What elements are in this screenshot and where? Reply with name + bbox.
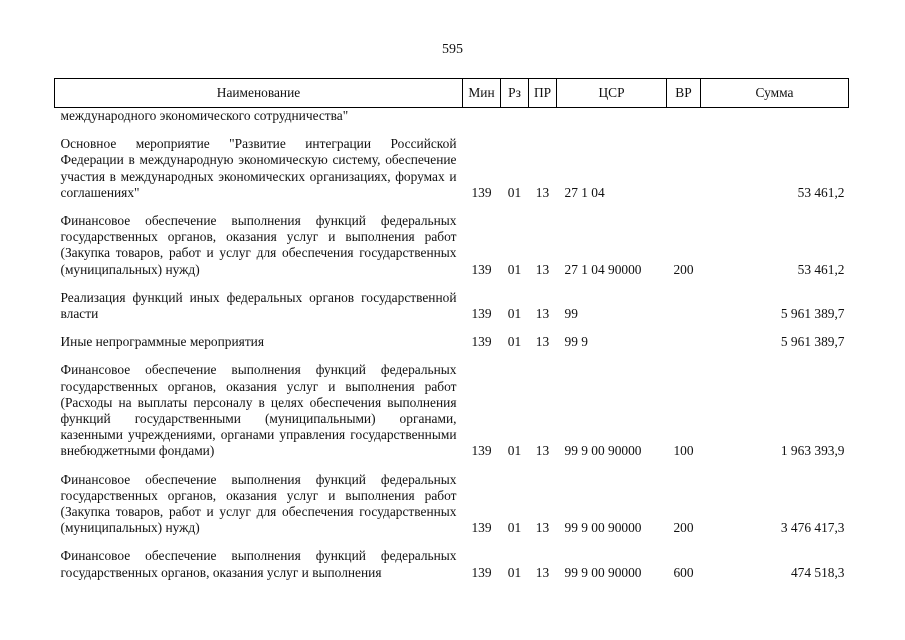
row-name: Финансовое обеспечение выполнения функций федеральных государственных органов, оказания услуг и выполнения	[60, 548, 457, 580]
row-csr: 99	[564, 306, 578, 322]
row-min: 139	[471, 261, 492, 277]
row-sum: 5 961 389,7	[780, 306, 845, 322]
row-pr: 13	[535, 443, 550, 459]
header-sum: Сумма	[701, 79, 849, 108]
row-sum: 474 518,3	[790, 564, 845, 580]
table-row	[55, 278, 849, 322]
row-name: Реализация функций иных федеральных органов государственной власти	[60, 289, 457, 322]
row-vr	[667, 108, 701, 125]
header-name: Наименование	[55, 79, 463, 108]
row-sum: 53 461,2	[797, 261, 845, 277]
row-csr: 27 1 04	[564, 184, 605, 200]
row-pr: 13	[535, 184, 550, 200]
row-name: Финансовое обеспечение выполнения функций федеральных государственных органов, оказания услуг и выполнения работ (Закупка товаров, работ и услуг для обеспечения государственных (муниципальных) нужд)	[60, 213, 457, 277]
row-pr: 13	[535, 520, 550, 536]
row-rz	[501, 108, 529, 125]
header-rz: Рз	[501, 79, 529, 108]
row-rz: 01	[507, 443, 522, 459]
row-name: Финансовое обеспечение выполнения функций федеральных государственных органов, оказания услуг и выполнения работ (Расходы на выплаты персоналу в целях обеспечения выполнения функций государственными (муниципальными) органами, казенными учреждениями, органами управления государственными внебюджетными фондами)	[60, 362, 457, 459]
row-csr: 99 9	[564, 334, 588, 350]
row-vr: 600	[673, 564, 694, 580]
row-min: 139	[471, 443, 492, 459]
row-min: 139	[471, 184, 492, 200]
header-pr: ПР	[529, 79, 557, 108]
row-csr	[557, 108, 667, 125]
row-csr: 99 9 00 90000	[564, 564, 642, 580]
table-row	[55, 460, 849, 537]
row-vr	[667, 278, 701, 322]
row-pr: 13	[535, 564, 550, 580]
header-vr: ВР	[667, 79, 701, 108]
row-min: 139	[471, 334, 492, 350]
row-min: 139	[471, 306, 492, 322]
row-min: 139	[471, 564, 492, 580]
row-pr: 13	[535, 334, 550, 350]
table-row	[55, 350, 849, 459]
table-row	[55, 124, 849, 201]
row-vr: 200	[673, 520, 694, 536]
table-row	[55, 322, 849, 350]
row-min	[463, 108, 501, 125]
row-vr: 100	[673, 443, 694, 459]
row-csr: 99 9 00 90000	[564, 520, 642, 536]
row-pr: 13	[535, 261, 550, 277]
row-csr: 27 1 04 90000	[564, 261, 642, 277]
row-sum	[701, 108, 849, 125]
row-rz: 01	[507, 306, 522, 322]
budget-table	[54, 78, 849, 581]
row-rz: 01	[507, 184, 522, 200]
table-row	[55, 536, 849, 580]
row-vr: 200	[673, 261, 694, 277]
page-number: 595	[442, 42, 463, 57]
row-vr	[667, 322, 701, 350]
row-pr	[529, 108, 557, 125]
row-name: Иные непрограммные мероприятия	[60, 334, 264, 350]
row-min: 139	[471, 520, 492, 536]
table-header-row	[55, 79, 849, 108]
row-sum: 1 963 393,9	[780, 443, 845, 459]
row-name: международного экономического сотрудничества"	[60, 108, 349, 123]
row-sum: 3 476 417,3	[780, 520, 845, 536]
row-sum: 53 461,2	[797, 184, 845, 200]
row-vr	[667, 124, 701, 201]
row-rz: 01	[507, 520, 522, 536]
row-rz: 01	[507, 261, 522, 277]
row-name: Основное мероприятие "Развитие интеграции Российской Федерации в международную экономическую систему, обеспечение участия в международных экономических организациях, форумах и соглашениях"	[60, 136, 457, 200]
row-pr: 13	[535, 306, 550, 322]
row-rz: 01	[507, 564, 522, 580]
row-csr: 99 9 00 90000	[564, 443, 642, 459]
header-csr: ЦСР	[557, 79, 667, 108]
row-rz: 01	[507, 334, 522, 350]
row-name: Финансовое обеспечение выполнения функций федеральных государственных органов, оказания услуг и выполнения работ (Закупка товаров, работ и услуг для обеспечения государственных (муниципальных) нужд)	[60, 471, 457, 536]
header-min: Мин	[463, 79, 501, 108]
row-sum: 5 961 389,7	[780, 334, 845, 350]
table-row	[55, 108, 849, 125]
table-row	[55, 201, 849, 278]
